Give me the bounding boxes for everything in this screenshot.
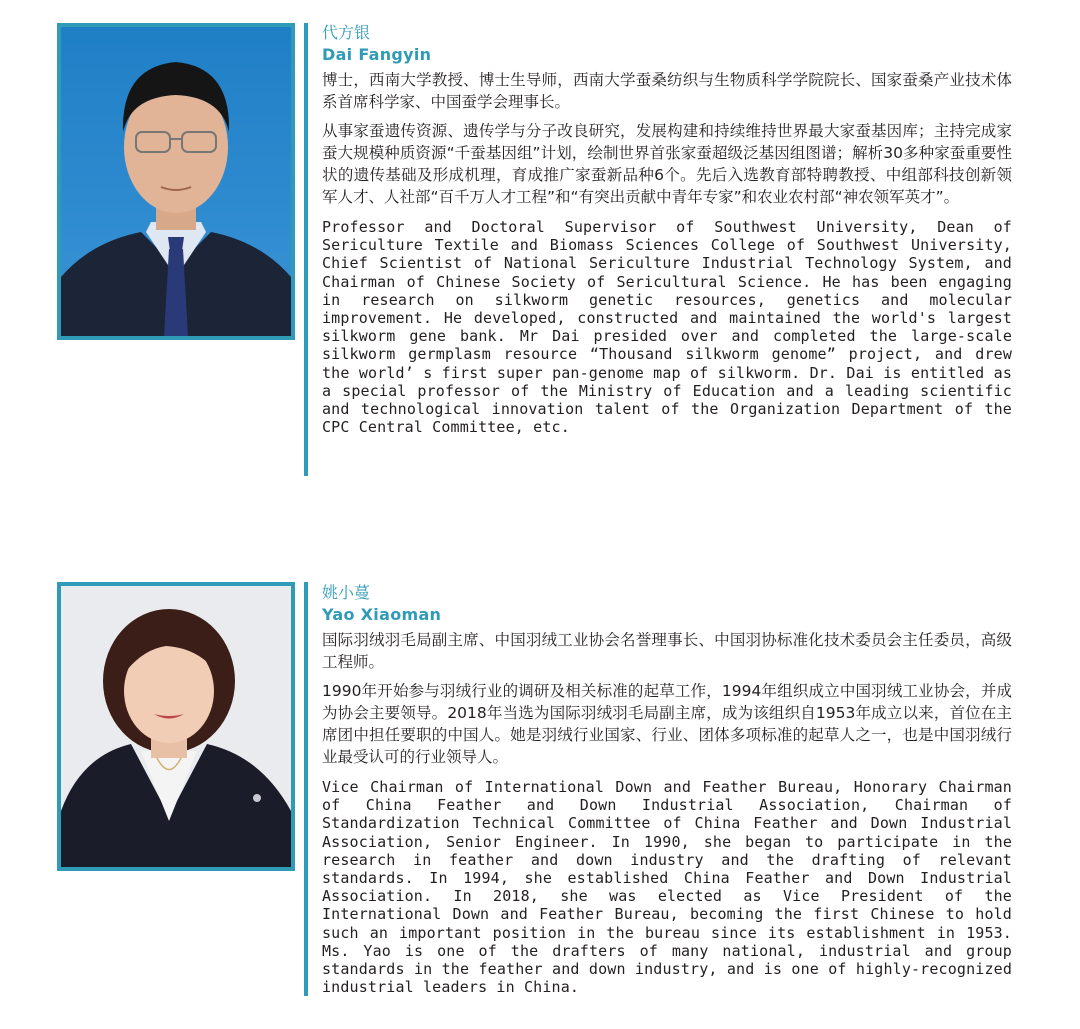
title-chinese: 国际羽绒羽毛局副主席、中国羽绒工业协会名誉理事长、中国羽协标准化技术委员会主任委员，高级工程师。 [322,631,1012,671]
portrait-frame [57,582,295,871]
portrait-frame [57,23,295,340]
profile-dai-fangyin [0,0,1080,480]
name-chinese: 代方银 [322,23,371,42]
name-english: Dai Fangyin [322,45,432,64]
bio-english: Vice Chairman of International Down and Feather Bureau, Honorary Chairman of China Feather and Down Industrial Association, Chairman of Standardization Technical Committee of China Feather and Down Industrial Association, Senior Engineer. In 1990, she began to participate in the research in feather and down industry and the drafting of relevant standards. In 1994, she established China Feather and Down Industrial Association. In 2018, she was elected as Vice President of the International Down and Feather Bureau, becoming the first Chinese to hold such an important position in the bureau since its establishment in 1953. Ms. Yao is one of the drafters of many national, industrial and group standards in the feather and down industry, and is one of highly-recognized industrial leaders in China. [322,778,1012,997]
accent-divider [304,582,308,996]
profile-yao-xiaoman [0,572,1080,1002]
portrait-photo [61,27,291,336]
name-chinese: 姚小蔓 [322,583,371,602]
bio-english: Professor and Doctoral Supervisor of Southwest University, Dean of Sericulture Textile and Biomass Sciences College of Southwest University, Chief Scientist of National Sericulture Industrial Technology System, and Chairman of Chinese Society of Sericultural Science. He has been engaging in research on silkworm genetic resources, genetics and molecular improvement. He developed, constructed and maintained the world's largest silkworm gene bank. Mr Dai presided over and completed the large-scale silkworm germplasm resource “Thousand silkworm genome” project, and drew the world’ s first super pan-genome map of silkworm. Dr. Dai is entitled as a special professor of the Ministry of Education and a leading scientific and technological innovation talent of the Organization Department of the CPC Central Committee, etc. [322,218,1012,437]
portrait-photo [61,586,291,867]
bio-text-column [322,582,1012,996]
accent-divider [304,23,308,476]
name-english: Yao Xiaoman [322,605,442,624]
title-chinese: 博士，西南大学教授、博士生导师，西南大学蚕桑纺织与生物质科学学院院长、国家蚕桑产业技术体系首席科学家、中国蚕学会理事长。 [322,71,1012,111]
bio-text-column [322,22,1012,436]
bio-chinese: 从事家蚕遗传资源、遗传学与分子改良研究，发展构建和持续维持世界最大家蚕基因库；主持完成家蚕大规模种质资源“千蚕基因组”计划，绘制世界首张家蚕超级泛基因组图谱；解析30多种家蚕重要性状的遗传基础及形成机理，育成推广家蚕新品种6个。先后入选教育部特聘教授、中组部科技创新领军人才、人社部“百千万人才工程”和“有突出贡献中青年专家”和农业农村部“神农领军英才”。 [322,122,1012,206]
bio-chinese: 1990年开始参与羽绒行业的调研及相关标准的起草工作，1994年组织成立中国羽绒工业协会，并成为协会主要领导。2018年当选为国际羽绒羽毛局副主席，成为该组织自1953年成立以来，首位在主席团中担任要职的中国人。她是羽绒行业国家、行业、团体多项标准的起草人之一，也是中国羽绒行业最受认可的行业领导人。 [322,682,1012,766]
